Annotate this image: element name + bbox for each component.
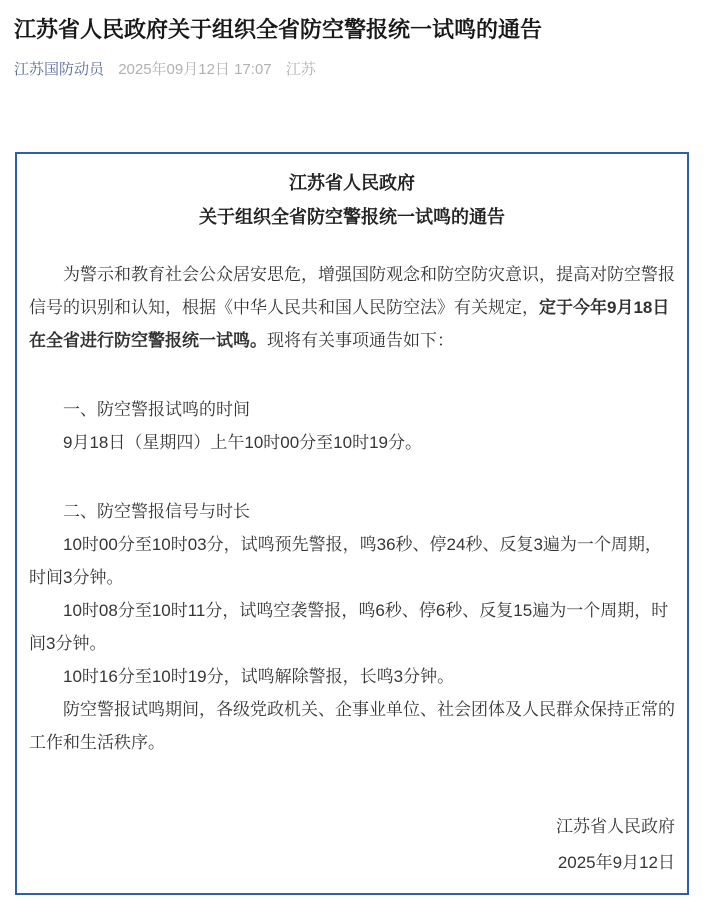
section2-paragraph-1: 10时00分至10时03分，试鸣预先警报，鸣36秒、停24秒、反复3遍为一个周期，时间3分钟。 — [29, 535, 662, 587]
article-meta — [14, 60, 690, 80]
intro-text-pre: 为警示和教育社会公众居安思危，增强国防观念和防空防灾意识，提高对防空警报信号的识别和认知，根据《中华人民共和国人民防空法》有关规定， — [29, 265, 675, 317]
intro-text-bold: 定于今年9月18日在全省进行防空警报统一试鸣。 — [29, 298, 670, 350]
account-name-link[interactable]: 江苏国防动员 — [14, 61, 105, 78]
section2-paragraph-3: 10时16分至10时19分，试鸣解除警报，长鸣3分钟。 — [63, 667, 455, 686]
notice-intro-paragraph — [29, 258, 675, 357]
publish-location: 江苏 — [285, 61, 316, 78]
notice-box — [15, 152, 689, 895]
notice-heading-line2: 关于组织全省防空警报统一试鸣的通告 — [199, 207, 505, 227]
signature-org: 江苏省人民政府 — [556, 817, 675, 836]
section2-title: 二、防空警报信号与时长 — [63, 502, 250, 521]
section1-title: 一、防空警报试鸣的时间 — [63, 400, 250, 419]
publish-datetime: 2025年09月12日 17:07 — [118, 61, 272, 78]
signature-date: 2025年9月12日 — [557, 853, 675, 872]
notice-heading-line1: 江苏省人民政府 — [289, 173, 415, 193]
article-page — [0, 15, 704, 895]
section2-paragraph-4: 防空警报试鸣期间，各级党政机关、企事业单位、社会团体及人民群众保持正常的工作和生活秩序。 — [29, 700, 675, 752]
article-title: 江苏省人民政府关于组织全省防空警报统一试鸣的通告 — [14, 17, 543, 42]
section1-body: 9月18日（星期四）上午10时00分至10时19分。 — [63, 433, 422, 452]
intro-text-post: 现将有关事项通告如下： — [267, 331, 454, 350]
section2-paragraph-2: 10时08分至10时11分，试鸣空袭警报，鸣6秒、停6秒、反复15遍为一个周期，时间3分钟。 — [29, 601, 669, 653]
